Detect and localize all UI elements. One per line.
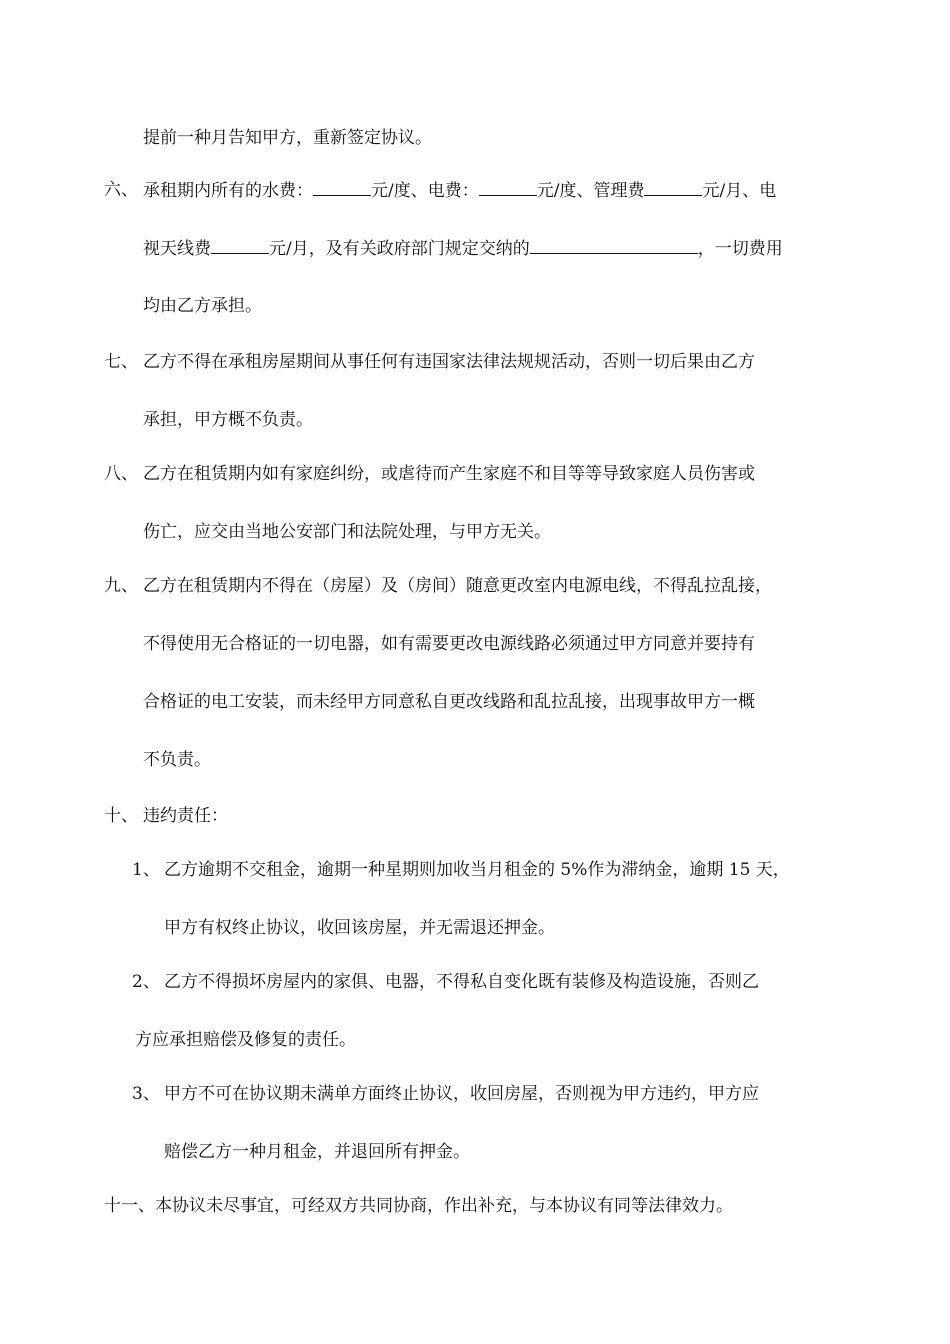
tv-antenna-fee-blank[interactable] [211,236,269,254]
subclause-3-line-2: 赔偿乙方一种月租金，并退回所有押金。 [164,1142,470,1162]
clause-9-line-1: 乙方在租赁期内不得在（房屋）及（房间）随意更改室内电源电线，不得乱拉乱接， [143,576,772,596]
clause-9-line-3: 合格证的电工安装，而未经甲方同意私自更改线路和乱拉乱接，出现事故甲方一概 [143,692,755,712]
clause-10-heading: 违约责任： [143,806,228,826]
clause-6-line-3: 均由乙方承担。 [143,296,262,316]
clause-7-line-1: 乙方不得在承租房屋期间从事任何有违国家法律法规规活动，否则一切后果由乙方 [143,352,755,372]
clause-6-line-1: 承租期内所有的水费： 元/度、电费： 元/度、管理费 元/月、电 [143,178,776,203]
management-fee-blank[interactable] [644,178,702,196]
electricity-fee-blank[interactable] [479,178,537,196]
water-fee-blank[interactable] [313,178,371,196]
subclause-2-number: 2、 [132,972,160,992]
clause-5-continuation: 提前一种月告知甲方，重新签定协议。 [143,128,432,148]
subclause-3-number: 3、 [132,1084,160,1104]
clause-7-line-2: 承担，甲方概不负责。 [143,410,313,430]
clause-8-number: 八、 [104,464,138,484]
subclause-2-line-1: 乙方不得损坏房屋内的家俱、电器，不得私自变化既有装修及构造设施，否则乙 [164,972,759,992]
subclause-1-line-2: 甲方有权终止协议，收回该房屋，并无需退还押金。 [164,918,555,938]
subclause-2-line-2: 方应承担赔偿及修复的责任。 [135,1030,356,1050]
clause-6-number: 六、 [104,180,138,200]
clause-9-line-2: 不得使用无合格证的一切电器，如有需要更改电源线路必须通过甲方同意并要持有 [143,634,755,654]
government-fee-blank[interactable] [530,236,698,254]
clause-9-number: 九、 [104,576,138,596]
subclause-3-line-1: 甲方不可在协议期未满单方面终止协议，收回房屋，否则视为甲方违约，甲方应 [164,1084,759,1104]
clause-8-line-1: 乙方在租赁期内如有家庭纠纷，或虐待而产生家庭不和目等等导致家庭人员伤害或 [143,464,755,484]
clause-6-line-2: 视天线费 元/月，及有关政府部门规定交纳的 ，一切费用 [143,236,783,261]
clause-9-line-4: 不负责。 [143,750,211,770]
clause-7-number: 七、 [104,352,138,372]
subclause-1-number: 1、 [132,860,160,880]
clause-11-line-1: 十一、本协议未尽事宜，可经双方共同协商，作出补充，与本协议有同等法律效力。 [104,1196,733,1216]
subclause-1-line-1: 乙方逾期不交租金，逾期一种星期则加收当月租金的 5%作为滞纳金，逾期 15 天， [164,860,790,880]
clause-8-line-2: 伤亡，应交由当地公安部门和法院处理，与甲方无关。 [143,522,551,542]
clause-10-number: 十、 [104,806,138,826]
